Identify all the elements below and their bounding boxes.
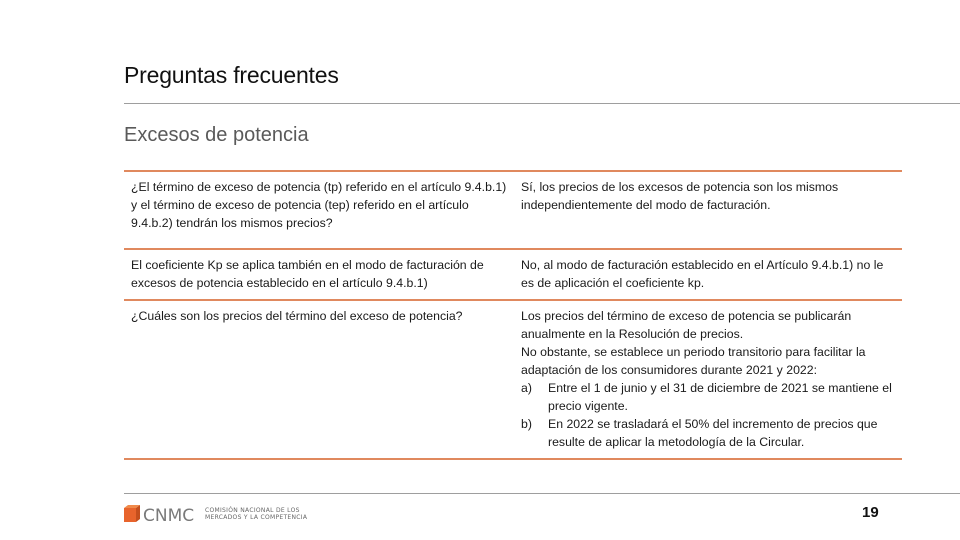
list-item-text: Entre el 1 de junio y el 31 de diciembre de 2021 se mantiene el precio vigente. — [548, 381, 892, 413]
faq-question: ¿El término de exceso de potencia (tp) referido en el artículo 9.4.b.1) y el término de exceso de potencia (tep) referido en el artículo 9.4.b.2) tendrán los mismos precios? — [124, 171, 513, 249]
logo-caption-line: MERCADOS Y LA COMPETENCIA — [205, 514, 308, 521]
faq-question: ¿Cuáles son los precios del término del exceso de potencia? — [131, 309, 463, 323]
answer-list — [521, 379, 898, 451]
list-marker: b) — [521, 417, 532, 431]
footer-divider — [124, 493, 960, 494]
table-row — [124, 249, 902, 300]
table-row — [124, 300, 902, 459]
answer-paragraph: No obstante, se establece un periodo transitorio para facilitar la adaptación de los consumidores durante 2021 y 2022: — [521, 345, 866, 377]
list-item-text: En 2022 se trasladará el 50% del incremento de precios que resulte de aplicar la metodología de la Circular. — [548, 417, 878, 449]
list-item — [521, 379, 898, 415]
cnmc-logo-icon — [124, 504, 200, 524]
faq-answer: No, al modo de facturación establecido en el Artículo 9.4.b.1) no le es de aplicación el coeficiente kp. — [513, 249, 902, 300]
logo-caption — [205, 507, 307, 521]
page-title: Preguntas frecuentes — [124, 62, 339, 88]
section-subtitle: Excesos de potencia — [124, 124, 309, 146]
page-number: 19 — [862, 504, 879, 521]
logo-word: CNMC — [143, 506, 195, 524]
list-item — [521, 415, 898, 451]
list-marker: a) — [521, 381, 532, 395]
title-divider — [124, 103, 960, 104]
faq-answer: Sí, los precios de los excesos de potencia son los mismos independientemente del modo de facturación. — [513, 171, 902, 249]
faq-table — [124, 170, 902, 460]
answer-paragraph: Los precios del término de exceso de potencia se publicarán anualmente en la Resolución de precios. — [521, 309, 852, 341]
faq-question: El coeficiente Kp se aplica también en el modo de facturación de excesos de potencia establecido en el artículo 9.4.b.1) — [124, 249, 513, 300]
table-row — [124, 171, 902, 249]
faq-answer — [513, 300, 902, 459]
logo-caption-line: COMISIÓN NACIONAL DE LOS — [205, 507, 300, 514]
cnmc-logo — [124, 503, 314, 525]
